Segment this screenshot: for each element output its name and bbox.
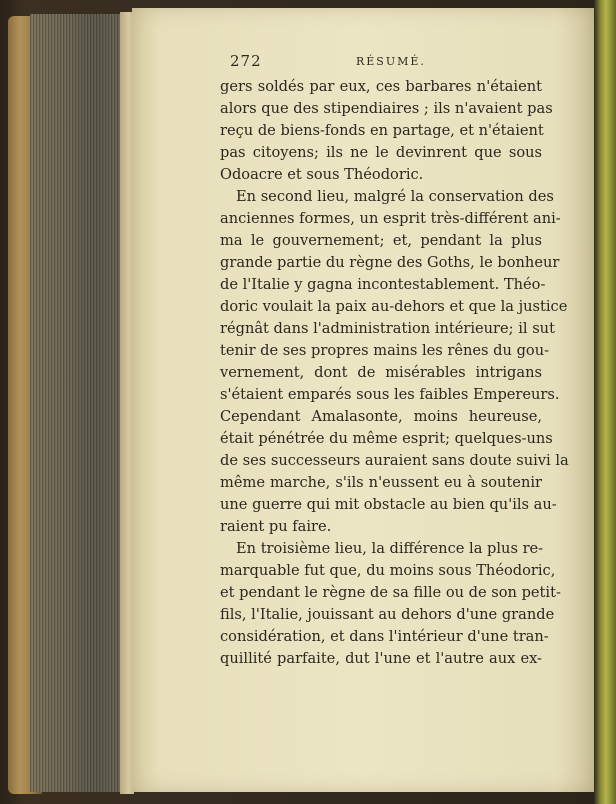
text-line: fils, l'Italie, jouissant au dehors d'une grande — [220, 606, 555, 623]
opposite-page-edge — [594, 0, 616, 804]
text-line: vernement, dont de misérables intrigans — [220, 364, 542, 381]
page-number: 272 — [230, 52, 262, 70]
text-line: Cependant Amalasonte, moins heureuse, — [220, 408, 542, 425]
text-line: considération, et dans l'intérieur d'une tran- — [220, 628, 549, 645]
paragraph — [220, 538, 561, 670]
running-title: RÉSUMÉ. — [356, 55, 426, 68]
text-line: ma le gouvernement; et, pendant la plus — [220, 232, 542, 249]
text-line: alors que des stipendiaires ; ils n'avaient pas — [220, 100, 553, 117]
text-line: anciennes formes, un esprit très-différent ani- — [220, 210, 561, 227]
text-line: tenir de ses propres mains les rênes du gou- — [220, 342, 550, 359]
text-line: de ses successeurs auraient sans doute suivi la — [220, 452, 569, 469]
text-line: grande partie du règne des Goths, le bonheur — [220, 254, 560, 271]
text-line: En troisième lieu, la différence la plus re- — [236, 540, 544, 557]
text-line: Odoacre et sous Théodoric. — [220, 166, 424, 183]
page-stack — [30, 14, 134, 792]
body-text — [220, 76, 569, 670]
text-line: doric voulait la paix au-dehors et que la justice — [220, 298, 568, 315]
text-line: s'étaient emparés sous les faibles Empereurs. — [220, 386, 560, 403]
text-line: En second lieu, malgré la conservation des — [236, 188, 554, 205]
text-line: et pendant le règne de sa fille ou de son petit- — [220, 584, 561, 601]
text-line: reçu de biens-fonds en partage, et n'étaient — [220, 122, 544, 139]
paragraph — [220, 76, 553, 186]
text-line: régnât dans l'administration intérieure; il sut — [220, 320, 555, 337]
text-line: quillité parfaite, dut l'une et l'autre aux ex- — [220, 650, 542, 667]
text-line: marquable fut que, du moins sous Théodoric, — [220, 562, 556, 579]
running-head — [230, 52, 550, 72]
text-line: raient pu faire. — [220, 518, 332, 535]
text-line: pas citoyens; ils ne le devinrent que sous — [220, 144, 542, 161]
text-line: était pénétrée du même esprit; quelques-uns — [220, 430, 553, 447]
text-line: gers soldés par eux, ces barbares n'étaient — [220, 78, 542, 95]
text-line: de l'Italie y gagna incontestablement. Théo- — [220, 276, 546, 293]
text-line: même marche, s'ils n'eussent eu à soutenir — [220, 474, 542, 491]
paragraph — [220, 186, 569, 538]
text-line: une guerre qui mit obstacle au bien qu'ils au- — [220, 496, 557, 513]
